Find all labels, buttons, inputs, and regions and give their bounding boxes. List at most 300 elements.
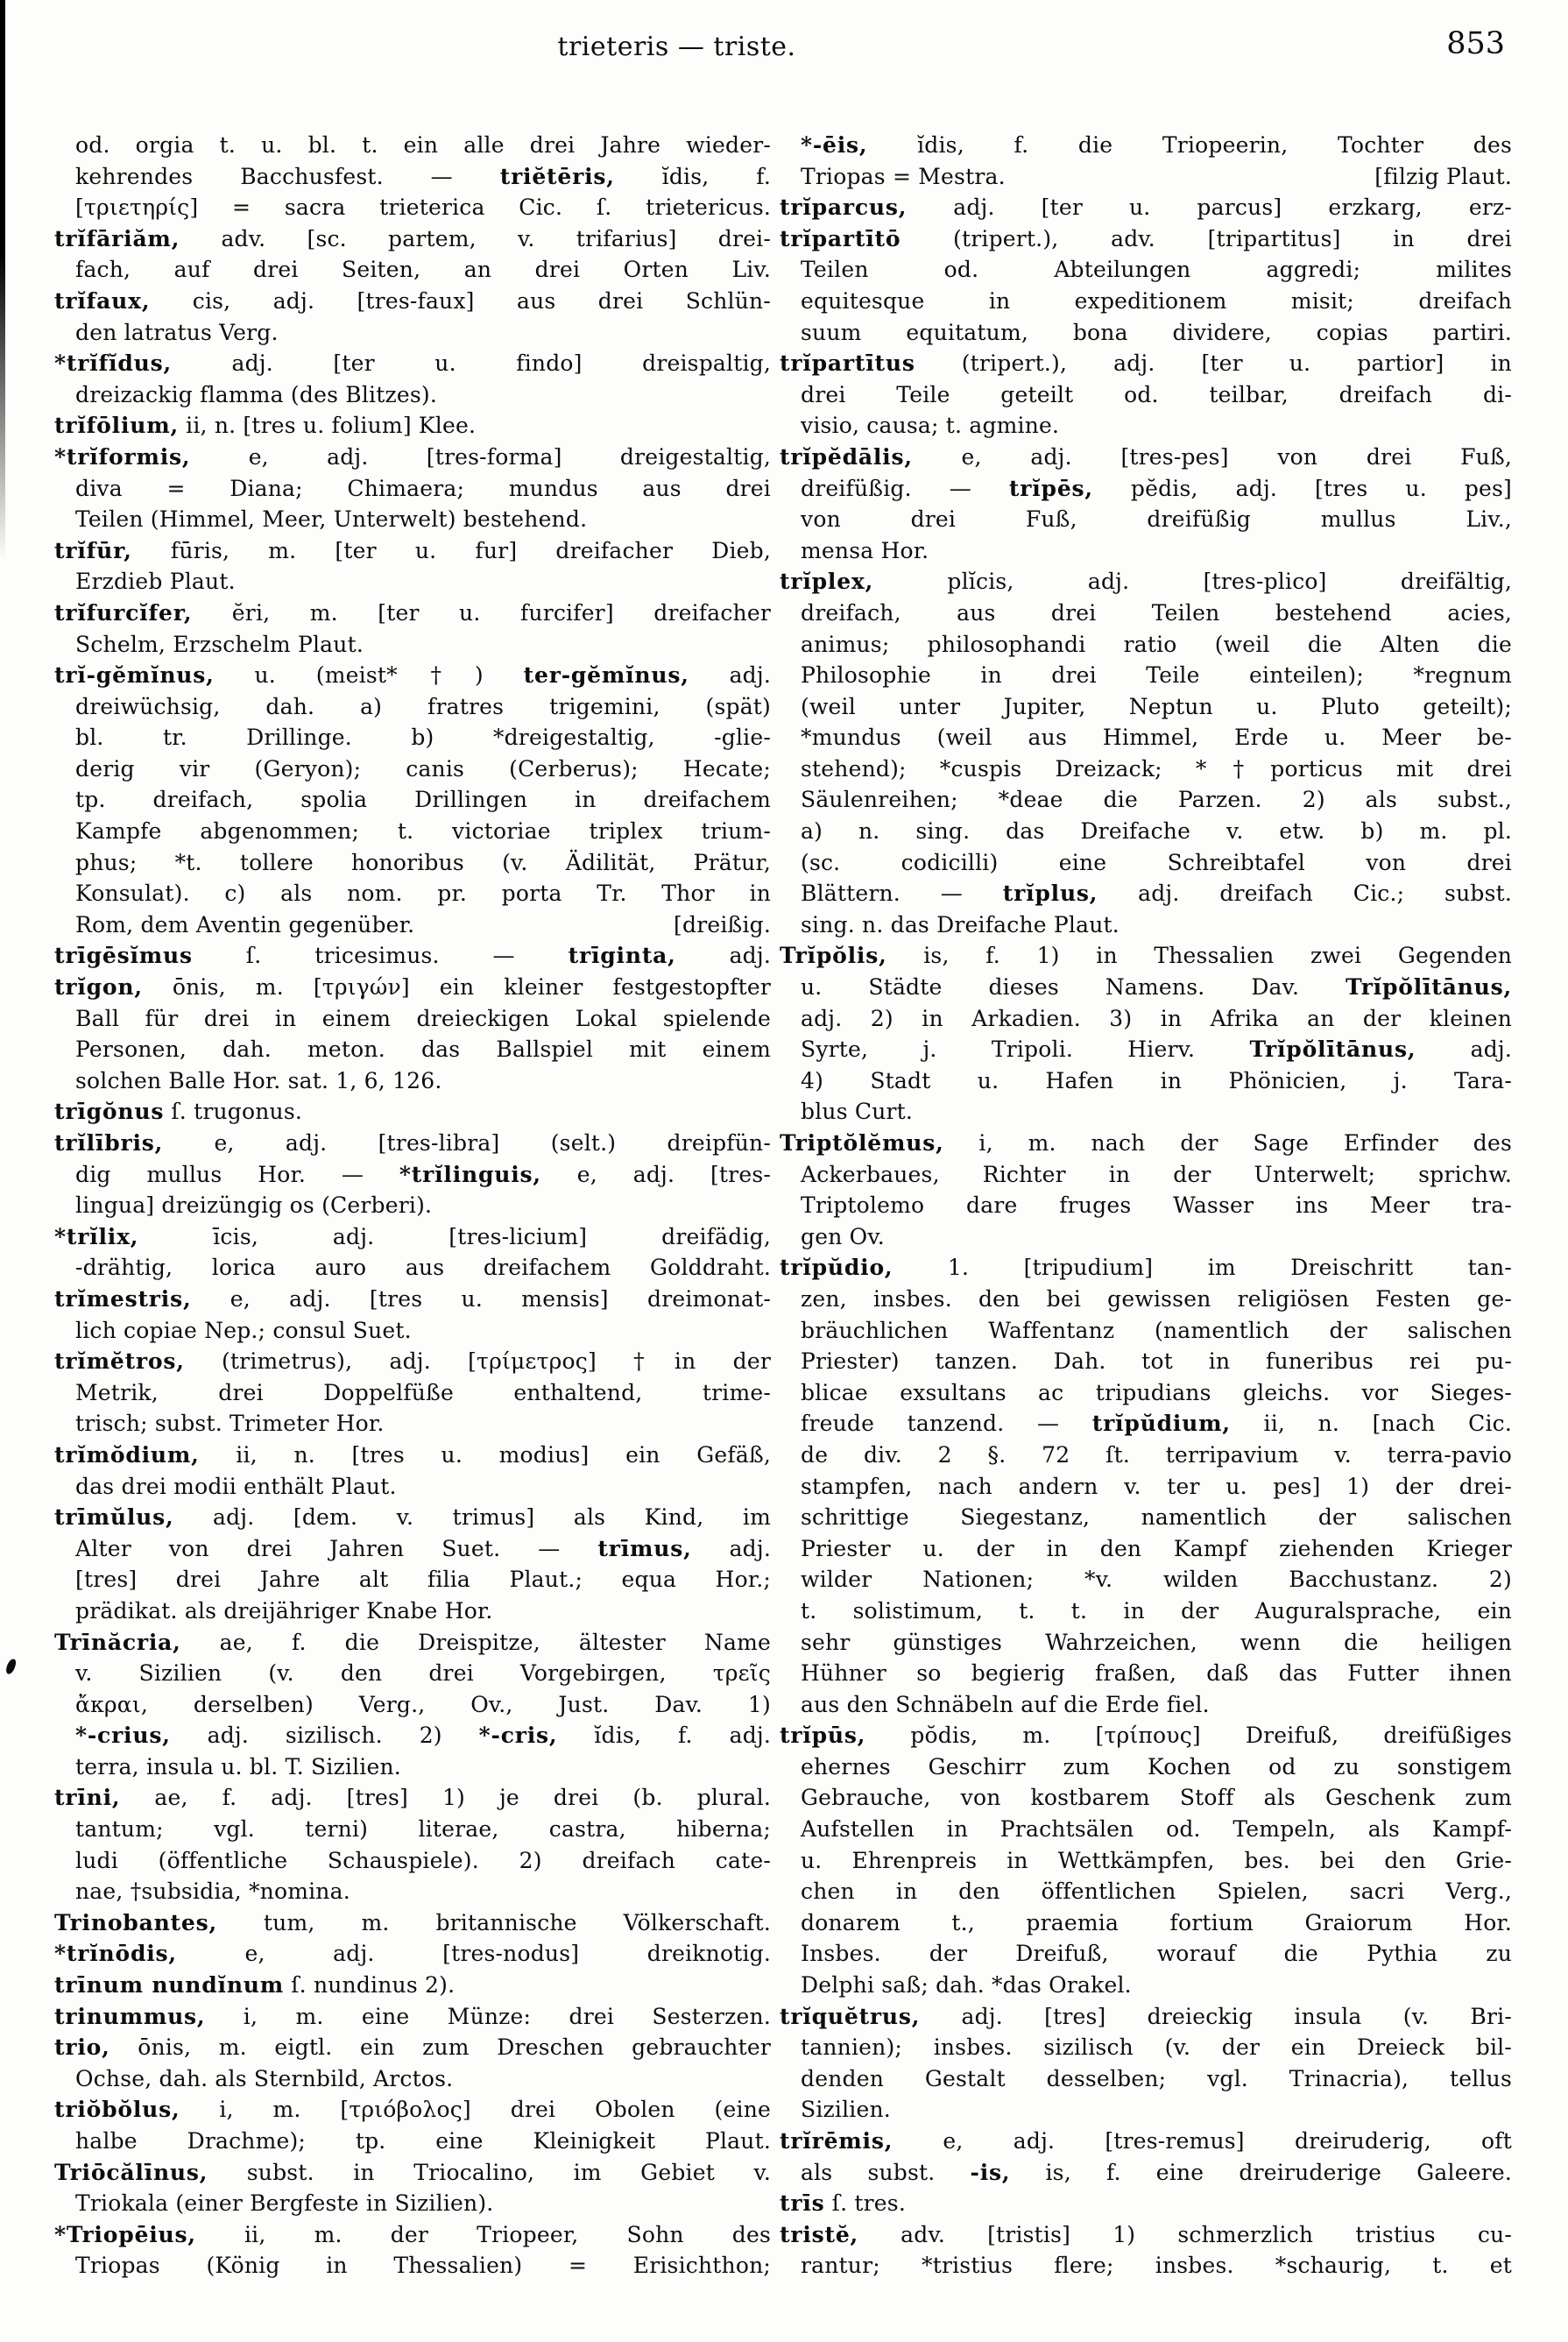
text-run: lich copiae Nep.; consul Suet. [75, 1317, 412, 1343]
text-run: equitesque in expeditionem misit; dreifach [801, 287, 1512, 314]
text-line [780, 1346, 1512, 1377]
ink-fleck-artifact [4, 1658, 17, 1675]
entry-line [54, 1938, 771, 1970]
text-run: Triokala (einer Bergfeste in Sizilien). [75, 2190, 494, 2217]
entry-line [54, 1284, 771, 1315]
text-run: fūris, m. [ter u. fur] dreifacher Dieb, [131, 537, 771, 563]
text-line [780, 286, 1512, 317]
text-run: u. Ehrenpreis in Wettkämpfen, bes. bei den Grie- [801, 1847, 1512, 1873]
entry-line [54, 535, 771, 567]
headword: trĭfaux, [54, 287, 151, 314]
text-run: ae, f. die Dreispitze, ältester Name [180, 1629, 771, 1655]
entry-line [780, 1252, 1512, 1284]
text-run: e, adj. [tres-pes] von drei Fuß, [912, 443, 1512, 470]
text-line [780, 660, 1512, 691]
text-run: adj. [1416, 1037, 1513, 1063]
text-line [54, 1003, 771, 1035]
text-line [780, 784, 1512, 816]
text-line [780, 2032, 1512, 2063]
text-run: fach, auf drei Seiten, an drei Orten Liv. [75, 257, 771, 283]
text-line [780, 2094, 1512, 2126]
headword: *-crius, [75, 1723, 171, 1749]
text-run: u. (meist*†) [214, 662, 524, 689]
text-line [780, 1658, 1512, 1689]
headword: trīgŏnus [54, 1099, 165, 1125]
headword: *trĭlinguis, [399, 1161, 541, 1187]
text-line [54, 2188, 771, 2219]
entry-line [54, 2032, 771, 2063]
text-run: u. Städte dieses Namens. Dav. [801, 974, 1346, 1001]
headword: trĭpartītus [780, 350, 915, 377]
text-line [54, 847, 771, 879]
text-run: diva = Diana; Chimaera; mundus aus drei [75, 475, 771, 501]
text-line [780, 1315, 1512, 1347]
text-run: tantum; vgl. terni) literae, castra, hiberna; [75, 1816, 771, 1843]
headword: *trĭformis, [54, 443, 191, 470]
text-run: blicae exsultans ac tripudians gleichs. vor Sieges- [801, 1379, 1512, 1405]
text-run: den latratus Verg. [75, 319, 279, 345]
text-run: als subst. [801, 2159, 971, 2185]
text-run: e, adj. [tres-libra] (selt.) dreipfün- [163, 1130, 771, 1156]
entry-line [54, 2094, 771, 2126]
entry-line [54, 940, 771, 972]
text-run: i, m. eine Münze: drei Sesterzen. [205, 2003, 771, 2029]
entry-line [780, 473, 1512, 505]
text-line [54, 1658, 771, 1689]
text-line [780, 1782, 1512, 1814]
entry-line [780, 566, 1512, 598]
text-run: tp. dreifach, spolia Drillingen in dreifachem [75, 787, 771, 813]
text-run: bräuchlichen Waffentanz (namentlich der salischen [801, 1317, 1512, 1343]
headword: trĭmŏdium, [54, 1441, 200, 1468]
text-run: [τριετηρίς] = sacra trieterica Cic. ſ. trietericus. [75, 195, 771, 221]
headword: trĭlībris, [54, 1130, 164, 1156]
text-run: Priester u. der in den Kampf ziehenden Krieger [801, 1535, 1512, 1561]
text-run: aus den Schnäbeln auf die Erde fiel. [801, 1691, 1210, 1717]
text-run: t. solistimum, t. t. in der Auguralsprache, ein [801, 1597, 1512, 1624]
text-line [780, 1970, 1512, 2001]
headword: trĭpartītō [780, 225, 901, 251]
text-run: ae, f. adj. [tres] 1) je drei (b. plural. [120, 1785, 771, 1811]
text-run: Triopas = Mestra. [801, 163, 1006, 189]
headword: Trinobantes, [54, 1909, 217, 1935]
headword: trĭfūr, [54, 537, 132, 563]
text-run: de div. 2 §. 72 ſt. terripavium v. terra-pavio [801, 1441, 1512, 1468]
text-line [54, 1471, 771, 1503]
headword: trīmŭlus, [54, 1504, 174, 1531]
headword: trĭfōlium, [54, 413, 179, 439]
text-line [54, 1034, 771, 1065]
text-line [780, 504, 1512, 535]
text-line [780, 1502, 1512, 1533]
text-run: mensa Hor. [801, 537, 929, 563]
text-run: dreifüßig. — [801, 475, 1009, 501]
text-run: -drähtig, lorica auro aus dreifachem Golddraht. [75, 1255, 771, 1281]
text-run: pĕdis, adj. [tres u. pes] [1092, 475, 1512, 501]
text-run: Ochse, dah. als Sternbild, Arctos. [75, 2065, 454, 2091]
headword: trĭfurcĭfer, [54, 599, 193, 626]
text-run: e, adj. [tres u. mensis] dreimonat- [191, 1285, 771, 1312]
text-run: visio, causa; t. agmine. [801, 413, 1060, 439]
text-run: ii, m. der Triopeer, Sohn des [195, 2221, 771, 2247]
headword: trĭparcus, [780, 195, 908, 221]
headword: trĭgon, [54, 974, 143, 1001]
text-run: ii, n. [tres u. modius] ein Gefäß, [199, 1441, 771, 1468]
text-run: Syrte, j. Tripoli. Hierv. [801, 1037, 1250, 1063]
headword: trinummus, [54, 2003, 206, 2029]
text-run: (tripert.), adv. [tripartitus] in drei [901, 225, 1512, 251]
text-run: cis, adj. [tres-faux] aus drei Schlün- [150, 287, 771, 314]
entry-line [54, 660, 771, 691]
text-line [780, 1876, 1512, 1907]
headword: trĭmestris, [54, 1285, 192, 1312]
entry-line [780, 223, 1512, 255]
headword: *trĭlix, [54, 1223, 139, 1249]
text-line [780, 909, 1512, 941]
text-run: Hühner so begierig fraßen, daß das Futter ihnen [801, 1660, 1512, 1687]
text-run: sing. n. das Dreifache Plaut. [801, 911, 1119, 938]
text-run: donarem t., praemia fortium Graiorum Hor. [801, 1909, 1512, 1935]
text-run: Sizilien. [801, 2097, 891, 2123]
text-line [54, 1564, 771, 1596]
headword: trīgēsĭmus [54, 943, 193, 969]
text-run: ludi (öffentliche Schauspiele). 2) dreifach cate- [75, 1847, 771, 1873]
entry-line [54, 1159, 771, 1191]
entry-line [54, 1533, 771, 1565]
headword: trĭ-gĕmĭnus, [54, 662, 215, 689]
text-run: bl. tr. Drillinge. b) *dreigestaltig, -glie- [75, 725, 771, 751]
text-line [54, 473, 771, 505]
headword: ter-gĕmĭnus, [523, 662, 689, 689]
headword: *trĭnōdis, [54, 1941, 177, 1967]
text-line [54, 1408, 771, 1440]
entry-line [780, 130, 1512, 161]
text-line [54, 317, 771, 349]
text-run: Teilen od. Abteilungen aggredi; milites [801, 257, 1512, 283]
entry-line [780, 2126, 1512, 2157]
entry-line [54, 2157, 771, 2189]
text-line [54, 1689, 771, 1721]
text-run: plĭcis, adj. [tres-plico] dreifältig, [873, 569, 1512, 595]
text-run: blus Curt. [801, 1099, 914, 1125]
headword: trio, [54, 2034, 110, 2061]
text-run: Philosophie in drei Teile einteilen); *regnum [801, 662, 1512, 689]
text-run: tum, m. britannische Völkerschaft. [217, 1909, 771, 1935]
text-run: adj. [ter u. findo] dreispaltig, [171, 350, 771, 377]
text-run: *mundus (weil aus Himmel, Erde u. Meer be- [801, 725, 1512, 751]
text-run: zen, insbes. den bei gewissen religiösen Festen ge- [801, 1285, 1512, 1312]
headword: trĭpĕdālis, [780, 443, 913, 470]
entry-line [54, 1907, 771, 1939]
text-line [780, 317, 1512, 349]
text-line [54, 909, 771, 941]
headword: trīginta, [568, 943, 676, 969]
text-run: ſ. nundinus 2). [284, 1972, 456, 1999]
headword: trĭrēmis, [780, 2128, 893, 2154]
entry-line [780, 878, 1512, 909]
text-run: schrittige Siegestanz, namentlich der salischen [801, 1504, 1512, 1531]
text-line [54, 722, 771, 754]
text-line [54, 2126, 771, 2157]
headword: trĭmĕtros, [54, 1348, 185, 1375]
text-run: ĭdis, f. [614, 163, 771, 189]
text-line [54, 629, 771, 661]
text-run: pŏdis, m. [τρίπους] Dreifuß, dreifüßiges [865, 1723, 1512, 1749]
text-line [780, 1751, 1512, 1783]
entry-line [780, 192, 1512, 223]
text-line [54, 1377, 771, 1409]
text-run: Rom, dem Aventin gegenüber. [75, 911, 415, 938]
text-run: e, adj. [tres-remus] dreiruderig, oft [893, 2128, 1512, 2154]
bracket-continuation: [dreißig. [674, 911, 771, 938]
text-line [780, 535, 1512, 567]
text-run: 1. [tripudium] im Dreischritt tan- [893, 1255, 1512, 1281]
text-run: is, f. eine dreiruderige Galeere. [1010, 2159, 1512, 2185]
left-column [54, 130, 771, 2282]
text-run: v. Sizilien (v. den drei Vorgebirgen, τρεῖς [75, 1660, 771, 1687]
text-line [54, 816, 771, 847]
page-number: 853 [1446, 26, 1505, 61]
entry-line [54, 1096, 771, 1128]
text-run: gen Ov. [801, 1223, 885, 1249]
text-line [54, 1814, 771, 1845]
text-line [54, 1252, 771, 1284]
text-run: Priester) tanzen. Dah. tot in funeribus rei pu- [801, 1348, 1512, 1375]
text-line [780, 379, 1512, 411]
text-run: ōnis, m. [τριγών] ein kleiner festgestopfter [142, 974, 771, 1001]
text-line [780, 254, 1512, 286]
entry-line [54, 2219, 771, 2251]
headword: triŏbŏlus, [54, 2097, 180, 2123]
text-line [780, 1689, 1512, 1721]
entry-line [780, 2001, 1512, 2033]
bracket-continuation: [filzig Plaut. [1374, 163, 1512, 189]
headword: trīni, [54, 1785, 121, 1811]
text-line [780, 1284, 1512, 1315]
text-run: [tres] drei Jahre alt filia Plaut.; equa Hor.; [75, 1567, 771, 1593]
text-line [780, 1938, 1512, 1970]
text-line [780, 1814, 1512, 1845]
headword: tristĕ, [780, 2221, 859, 2247]
text-run: ehernes Geschirr zum Kochen od zu sonstigem [801, 1753, 1512, 1779]
text-line [780, 1627, 1512, 1659]
text-run: adj. sizilisch. 2) [170, 1723, 479, 1749]
text-run: trisch; subst. Trimeter Hor. [75, 1411, 385, 1437]
text-run: animus; philosophandi ratio (weil die Alten die [801, 631, 1512, 657]
text-run: Aufstellen in Prachtsälen od. Tempeln, als Kampf- [801, 1816, 1512, 1843]
text-run: stehend); *cuspis Dreizack; *†porticus mit drei [801, 755, 1512, 782]
text-run: Schelm, Erzschelm Plaut. [75, 631, 364, 657]
entry-line [54, 1720, 771, 1751]
entry-line [54, 1502, 771, 1533]
text-run: īcis, adj. [tres-licium] dreifädig, [138, 1223, 771, 1249]
text-run: Alter von drei Jahren Suet. — [75, 1535, 598, 1561]
headword: triĕtēris, [499, 163, 615, 189]
entry-line [780, 2157, 1512, 2189]
text-line [780, 598, 1512, 629]
entry-line [54, 410, 771, 442]
headword: *-cris, [478, 1723, 558, 1749]
text-run: von drei Fuß, dreifüßig mullus Liv., [801, 506, 1512, 533]
entry-line [54, 1440, 771, 1471]
headword: Trĭpŏlītānus, [1346, 974, 1512, 1001]
entry-line [54, 442, 771, 473]
text-run: ii, n. [nach Cic. [1230, 1411, 1512, 1437]
text-run: ĭdis, f. adj. [557, 1723, 772, 1749]
text-run: das drei modii enthält Plaut. [75, 1473, 397, 1499]
text-run: Teilen (Himmel, Meer, Unterwelt) bestehend. [75, 506, 588, 533]
text-run: rantur; *tristius flere; insbes. *schaurig, t. et [801, 2253, 1512, 2279]
entry-line [54, 1346, 771, 1377]
text-run: Insbes. der Dreifuß, worauf die Pythia zu [801, 1941, 1512, 1967]
text-line [54, 691, 771, 723]
text-line [780, 2250, 1512, 2282]
text-run: Delphi saß; dah. *das Orakel. [801, 1972, 1132, 1999]
entry-line [54, 1970, 771, 2001]
text-run: lingua] dreizüngig os (Cerberi). [75, 1192, 433, 1219]
text-line [54, 254, 771, 286]
text-run: ἄκραι, derselben) Verg., Ov., Just. Dav. 1) [75, 1691, 771, 1717]
text-run: ſ. tricesimus. — [192, 943, 569, 969]
text-run: ĭdis, f. die Triopeerin, Tochter des [867, 132, 1512, 158]
text-run: drei Teile geteilt od. teilbar, dreifach di- [801, 381, 1512, 407]
text-line [780, 691, 1512, 723]
text-run: i, m. [τριόβολος] drei Obolen (eine [180, 2097, 771, 2123]
text-run: od. orgia t. u. bl. t. ein alle drei Jahre wieder- [75, 132, 771, 158]
entry-line [780, 348, 1512, 379]
entry-line [780, 1408, 1512, 1440]
text-line [54, 754, 771, 785]
text-line [780, 1596, 1512, 1627]
text-run: a) n. sing. das Dreifache v. etw. b) m. pl. [801, 818, 1512, 845]
headword: Trīnăcria, [54, 1629, 181, 1655]
text-run: denden Gestalt desselben; vgl. Trinacria), tellus [801, 2065, 1512, 2091]
headword: trīnum nundĭnum [54, 1972, 285, 1999]
text-line [780, 1065, 1512, 1097]
text-line [54, 504, 771, 535]
text-run: subst. in Triocalino, im Gebiet v. [208, 2159, 771, 2185]
text-line [54, 130, 771, 161]
text-run: adj. dreifach Cic.; subst. [1098, 881, 1512, 907]
entry-line [54, 1627, 771, 1659]
text-run: Kampfe abgenommen; t. victoriae triplex trium- [75, 818, 771, 845]
text-run: Ball für drei in einem dreieckigen Lokal spielende [75, 1005, 771, 1031]
entry-line [54, 1221, 771, 1253]
headword: *-ēis, [801, 132, 868, 158]
text-line [780, 1564, 1512, 1596]
text-run: halbe Drachme); tp. eine Kleinigkeit Plaut. [75, 2128, 771, 2154]
entry-line [54, 223, 771, 255]
text-line [780, 161, 1512, 193]
text-run: adv. [tristis] 1) schmerzlich tristius cu- [858, 2221, 1512, 2247]
text-run: adj. [691, 1535, 771, 1561]
text-run: dreifach, aus drei Teilen bestehend acies, [801, 599, 1512, 626]
text-run: suum equitatum, bona dividere, copias partiri. [801, 319, 1512, 345]
text-run: i, m. nach der Sage Erfinder des [943, 1130, 1512, 1156]
text-run: adj. [ter u. parcus] erzkarg, erz- [907, 195, 1512, 221]
text-run: Erzdieb Plaut. [75, 569, 236, 595]
text-run: ſ. tres. [824, 2190, 906, 2217]
text-run: 4) Stadt u. Hafen in Phönicien, j. Tara- [801, 1067, 1512, 1093]
text-line [780, 1096, 1512, 1128]
text-run: adj. [675, 943, 771, 969]
text-line [780, 1377, 1512, 1409]
text-run: (tripert.), adj. [ter u. partior] in [915, 350, 1512, 377]
headword: Trĭpŏlītānus, [1249, 1037, 1416, 1063]
text-line [780, 1907, 1512, 1939]
text-run: Personen, dah. meton. das Ballspiel mit einem [75, 1037, 771, 1063]
text-run: dreizackig flamma (des Blitzes). [75, 381, 437, 407]
text-run: Triopas (König in Thessalien) = Erisichthon; [75, 2253, 771, 2279]
text-line [780, 1159, 1512, 1191]
text-line [54, 2063, 771, 2095]
text-line [54, 1315, 771, 1347]
text-line [54, 1596, 771, 1627]
headword: trīmus, [597, 1535, 692, 1561]
entry-line [54, 348, 771, 379]
text-line [780, 1440, 1512, 1471]
headword: trĭplex, [780, 569, 874, 595]
text-run: e, adj. [tres-nodus] dreiknotig. [176, 1941, 771, 1967]
text-run: solchen Balle Hor. sat. 1, 6, 126. [75, 1067, 442, 1093]
text-line [780, 722, 1512, 754]
entry-line [54, 1782, 771, 1814]
headword: -is, [970, 2159, 1011, 2185]
text-line [780, 1533, 1512, 1565]
entry-line [54, 1128, 771, 1159]
text-run: (trimetrus), adj. [τρίμετρος] †in der [184, 1348, 771, 1375]
headword: Triptŏlĕmus, [780, 1130, 944, 1156]
headword: *Triopēius, [54, 2221, 196, 2247]
text-run: e, adj. [tres- [540, 1161, 771, 1187]
text-run: adj. [dem. v. trimus] als Kind, im [173, 1504, 771, 1531]
text-run: wilder Nationen; *v. wilden Bacchustanz. 2) [801, 1567, 1512, 1593]
text-run: derig vir (Geryon); canis (Cerberus); Hecate; [75, 755, 771, 782]
text-run: Ackerbaues, Richter in der Unterwelt; sprichw. [801, 1161, 1512, 1187]
text-line [780, 754, 1512, 785]
page-header [0, 0, 1568, 105]
text-line [54, 878, 771, 909]
text-run: ii, n. [tres u. folium] Klee. [178, 413, 477, 439]
text-line [780, 1221, 1512, 1253]
entry-line [54, 972, 771, 1003]
text-run: phus; *t. tollere honoribus (v. Ädilität, Prätur, [75, 849, 771, 875]
headword: trĭpūs, [780, 1723, 866, 1749]
text-run: adv. [sc. partem, v. trifarius] drei- [180, 225, 771, 251]
text-run: Konsulat). c) als nom. pr. porta Tr. Thor in [75, 881, 771, 907]
text-run: Blättern. — [801, 881, 1003, 907]
entry-line [780, 972, 1512, 1003]
text-run: (sc. codicilli) eine Schreibtafel von drei [801, 849, 1512, 875]
text-run: terra, insula u. bl. T. Sizilien. [75, 1753, 401, 1779]
text-run: adj. [tres] dreieckig insula (v. Bri- [920, 2003, 1512, 2029]
text-run: Metrik, drei Doppelfüße enthaltend, trime- [75, 1379, 771, 1405]
text-run: chen in den öffentlichen Spielen, sacri Verg., [801, 1879, 1512, 1905]
headword: trīs [780, 2190, 825, 2217]
text-run: e, adj. [tres-forma] dreigestaltig, [190, 443, 771, 470]
entry-line [780, 1128, 1512, 1159]
text-line [54, 2250, 771, 2282]
text-line [780, 629, 1512, 661]
text-run: Säulenreihen; *deae die Parzen. 2) als subst., [801, 787, 1512, 813]
right-column [780, 130, 1512, 2282]
text-line [54, 1876, 771, 1907]
text-line [54, 1190, 771, 1221]
text-line [780, 1003, 1512, 1035]
text-run: sehr günstiges Wahrzeichen, wenn die heiligen [801, 1629, 1512, 1655]
entry-line [54, 598, 771, 629]
text-run: is, f. 1) in Thessalien zwei Gegenden [886, 943, 1512, 969]
